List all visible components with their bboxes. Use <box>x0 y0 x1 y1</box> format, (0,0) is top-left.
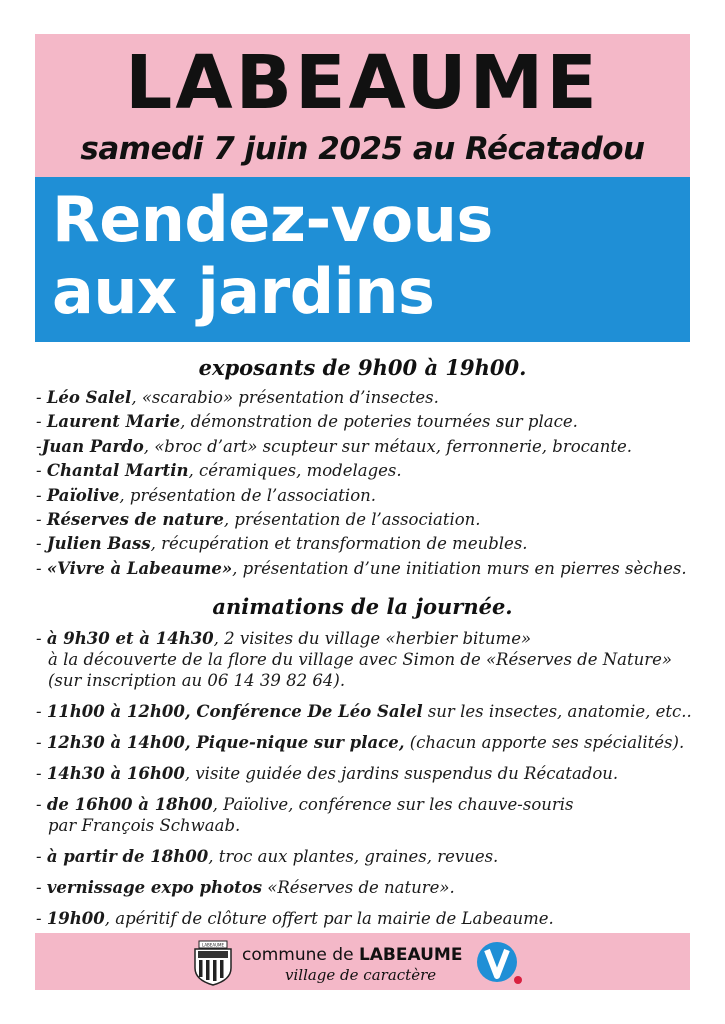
animations-title: animations de la journée. <box>212 594 513 619</box>
animation-bullet: - <box>36 629 47 648</box>
animation-item <box>36 701 696 722</box>
exposant-name: Réserves de nature <box>46 510 224 530</box>
exposant-description: , présentation d’une initiation murs en pierres sèches. <box>232 558 687 578</box>
animation-description: , apéritif de clôture offert par la mairie de Labeaume. <box>104 909 554 928</box>
animation-time: vernissage expo photos <box>46 878 262 897</box>
commune-bold-name: LABEAUME <box>358 945 463 965</box>
animation-detail: (sur inscription au 06 14 39 82 64). <box>48 671 346 690</box>
animation-item <box>36 763 696 784</box>
crest-label: LABEAUME <box>202 942 224 948</box>
animation-description: «Réserves de nature». <box>262 878 455 897</box>
exposant-bullet: - <box>36 436 42 456</box>
exposant-item <box>36 508 696 532</box>
animation-detail: à la découverte de la flore du village avec Simon de «Réserves de Nature» <box>48 650 673 669</box>
animation-time: de 16h00 à 18h00 <box>46 795 213 814</box>
exposant-description: , «broc d’art» scupteur sur métaux, ferronnerie, brocante. <box>143 436 632 456</box>
exposant-description: , présentation de l’association. <box>223 510 481 530</box>
exposant-item <box>36 435 696 459</box>
exposant-description: , récupération et transformation de meubles. <box>150 534 528 554</box>
exposant-item <box>36 410 696 434</box>
animation-item <box>36 794 696 836</box>
animation-item <box>36 628 696 691</box>
event-title-line-2: aux jardins <box>52 255 435 328</box>
exposant-item <box>36 484 696 508</box>
animation-time: 11h00 à 12h00, Conférence De Léo Salel <box>46 702 423 721</box>
exposant-name: Païolive <box>46 485 120 505</box>
exposant-item <box>36 459 696 483</box>
village-tagline: village de caractère <box>285 966 437 984</box>
event-title <box>52 184 682 328</box>
animation-description: , visite guidée des jardins suspendus du Récatadou. <box>184 764 619 783</box>
animation-time: 14h30 à 16h00 <box>46 764 185 783</box>
exposant-name: Laurent Marie <box>46 412 181 432</box>
event-date: samedi 7 juin 2025 au Récatadou <box>80 131 645 167</box>
exposant-bullet: - <box>36 510 47 530</box>
village-de-caractere-logo-icon <box>475 940 525 988</box>
animation-item <box>36 732 696 753</box>
exposant-name: Juan Pardo <box>41 436 144 456</box>
animation-bullet: - <box>36 795 47 814</box>
exposant-bullet: - <box>36 461 47 481</box>
exposants-title: exposants de 9h00 à 19h00. <box>198 355 527 380</box>
animation-bullet: - <box>36 878 47 897</box>
animation-item <box>36 846 696 867</box>
animation-time: 12h30 à 14h00, Pique-nique sur place, <box>46 733 405 752</box>
animation-detail: par François Schwaab. <box>48 816 241 835</box>
animation-description: sur les insectes, anatomie, etc.. <box>422 702 692 721</box>
exposant-bullet: - <box>36 534 47 554</box>
animation-time: à 9h30 et à 14h30 <box>46 629 214 648</box>
exposant-description: , céramiques, modelages. <box>188 461 402 481</box>
animation-description: (chacun apporte ses spécialités). <box>404 733 685 752</box>
exposant-bullet: - <box>36 558 47 578</box>
crest-icon <box>190 940 236 986</box>
exposant-item <box>36 386 696 410</box>
event-title-line-1: Rendez-vous <box>52 183 493 256</box>
animation-description: , Païolive, conférence sur les chauve-souris <box>212 795 574 814</box>
animation-bullet: - <box>36 847 47 866</box>
animation-item <box>36 877 696 898</box>
exposant-bullet: - <box>36 412 47 432</box>
animation-time: à partir de 18h00 <box>46 847 209 866</box>
animation-bullet: - <box>36 764 47 783</box>
animation-bullet: - <box>36 733 47 752</box>
exposant-description: , démonstration de poteries tournées sur place. <box>180 412 578 432</box>
animation-description: , troc aux plantes, graines, revues. <box>208 847 499 866</box>
animation-description: , 2 visites du village «herbier bitume» <box>213 629 532 648</box>
animation-item <box>36 908 696 929</box>
animation-time: 19h00 <box>46 909 105 928</box>
animations-list <box>36 628 696 939</box>
exposant-name: Chantal Martin <box>46 461 189 481</box>
page-title: LABEAUME <box>125 40 600 126</box>
exposant-item <box>36 557 696 581</box>
animation-bullet: - <box>36 702 47 721</box>
exposant-bullet: - <box>36 485 47 505</box>
exposants-list <box>36 386 696 581</box>
animation-bullet: - <box>36 909 47 928</box>
exposant-name: «Vivre à Labeaume» <box>46 558 233 578</box>
exposant-description: , «scarabio» présentation d’insectes. <box>131 388 439 407</box>
exposant-description: , présentation de l’association. <box>119 485 377 505</box>
commune-name <box>242 945 462 965</box>
exposant-name: Julien Bass <box>46 534 151 554</box>
exposant-item <box>36 532 696 556</box>
commune-prefix: commune de <box>242 945 359 965</box>
exposant-bullet: - <box>36 388 47 407</box>
exposant-name: Léo Salel <box>46 388 132 407</box>
